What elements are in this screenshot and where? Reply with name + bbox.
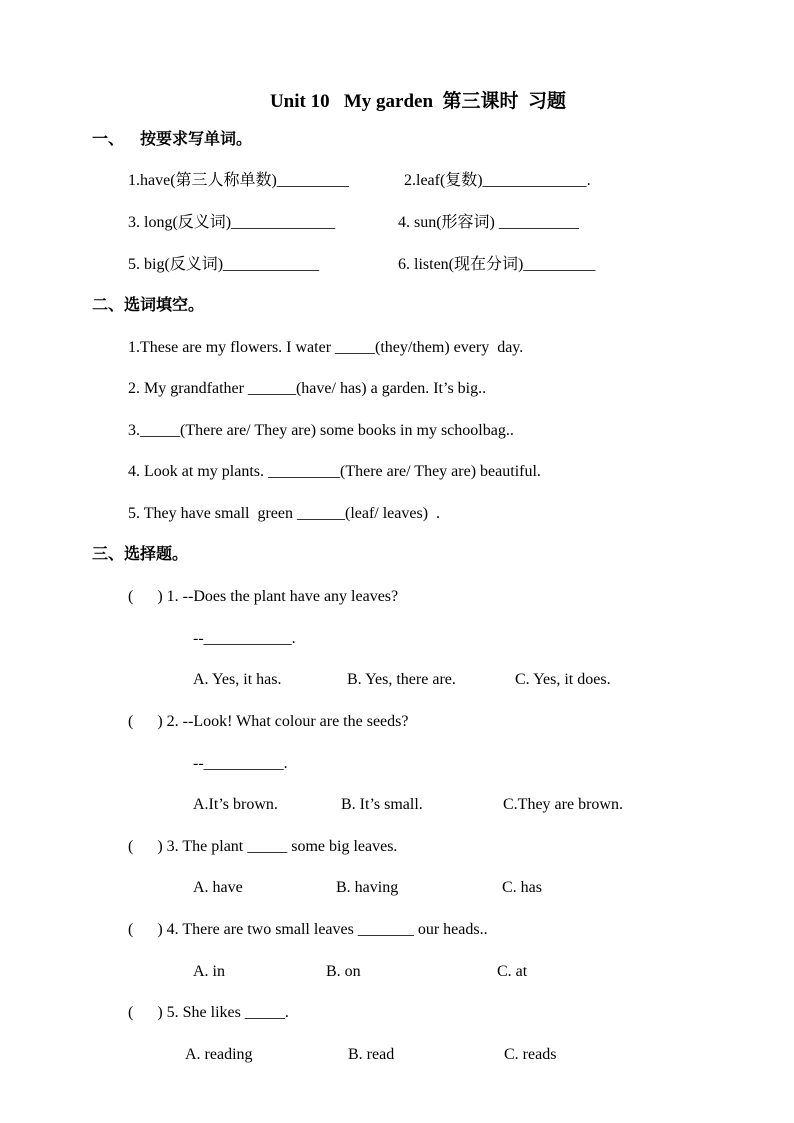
question-3-option-c: C. has <box>502 879 542 896</box>
question-2-option-b: B. It’s small. <box>341 796 423 813</box>
question-1-option-c: C. Yes, it does. <box>515 671 611 688</box>
question-2-option-c: C.They are brown. <box>503 796 623 813</box>
question-1-option-b: B. Yes, there are. <box>347 671 456 688</box>
section1-item-2: 2.leaf(复数)_____________. <box>404 172 591 189</box>
question-2-answer-line: --__________. <box>193 755 288 772</box>
page-title: Unit 10 My garden 第三课时 习题 <box>269 91 567 112</box>
section2-item-2: 2. My grandfather ______(have/ has) a garden. It’s big.. <box>128 380 487 397</box>
question-5-option-b: B. read <box>348 1046 395 1063</box>
section2-heading: 二、选词填空。 <box>92 297 205 314</box>
question-5-option-a: A. reading <box>185 1046 253 1063</box>
question-1-stem: ( ) 1. --Does the plant have any leaves? <box>128 588 399 605</box>
section2-item-1: 1.These are my flowers. I water _____(they/them) every day. <box>128 339 524 356</box>
question-4-option-c: C. at <box>497 963 528 980</box>
section2-item-5: 5. They have small green ______(leaf/ leaves) . <box>128 505 441 522</box>
question-2-stem: ( ) 2. --Look! What colour are the seeds? <box>128 713 409 730</box>
question-4-option-a: A. in <box>193 963 225 980</box>
section2-item-3: 3._____(There are/ They are) some books in my schoolbag.. <box>128 422 514 439</box>
section1-item-6: 6. listen(现在分词)_________ <box>398 256 596 273</box>
question-4-stem: ( ) 4. There are two small leaves _______ our heads.. <box>128 921 488 938</box>
question-5-stem: ( ) 5. She likes _____. <box>128 1004 289 1021</box>
question-1-option-a: A. Yes, it has. <box>193 671 282 688</box>
question-5-option-c: C. reads <box>504 1046 557 1063</box>
question-1-answer-line: --___________. <box>193 630 296 647</box>
section1-number: 一、 <box>92 131 125 148</box>
question-3-option-a: A. have <box>193 879 243 896</box>
section1-item-5: 5. big(反义词)____________ <box>128 256 320 273</box>
question-3-stem: ( ) 3. The plant _____ some big leaves. <box>128 838 398 855</box>
question-2-option-a: A.It’s brown. <box>193 796 278 813</box>
section2-item-4: 4. Look at my plants. _________(There are/ They are) beautiful. <box>128 463 541 480</box>
section1-item-1: 1.have(第三人称单数)_________ <box>128 172 349 189</box>
section1-heading: 按要求写单词。 <box>140 131 253 148</box>
section3-heading: 三、选择题。 <box>92 546 189 563</box>
question-4-option-b: B. on <box>326 963 361 980</box>
question-3-option-b: B. having <box>336 879 399 896</box>
section1-item-4: 4. sun(形容词) __________ <box>398 214 579 231</box>
section1-item-3: 3. long(反义词)_____________ <box>128 214 336 231</box>
